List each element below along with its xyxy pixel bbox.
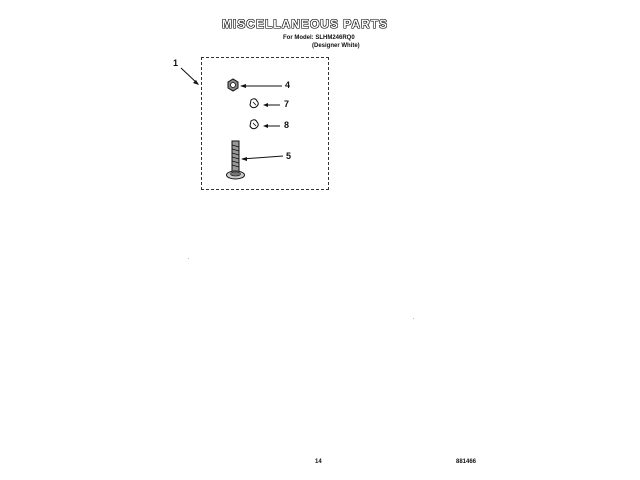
leader-5 (242, 156, 283, 159)
scan-speck (188, 258, 189, 259)
page-title: MISCELLANEOUS PARTS (221, 17, 389, 31)
model-line: For Model: SLHM246RQ0 (283, 35, 355, 41)
callout-4: 4 (285, 80, 291, 90)
leveling-bolt-part (227, 141, 245, 179)
document-number: 881466 (456, 459, 477, 465)
model-variant: (Designer White) (312, 43, 360, 49)
clip-part-8 (250, 120, 258, 129)
clip-part-7 (250, 99, 258, 108)
callout-7: 7 (284, 99, 290, 109)
hex-nut-part (228, 79, 238, 91)
scan-speck (413, 318, 414, 319)
page-number: 14 (315, 459, 322, 465)
callout-1: 1 (173, 58, 179, 68)
callout-8: 8 (284, 120, 290, 130)
callout-5: 5 (286, 151, 292, 161)
